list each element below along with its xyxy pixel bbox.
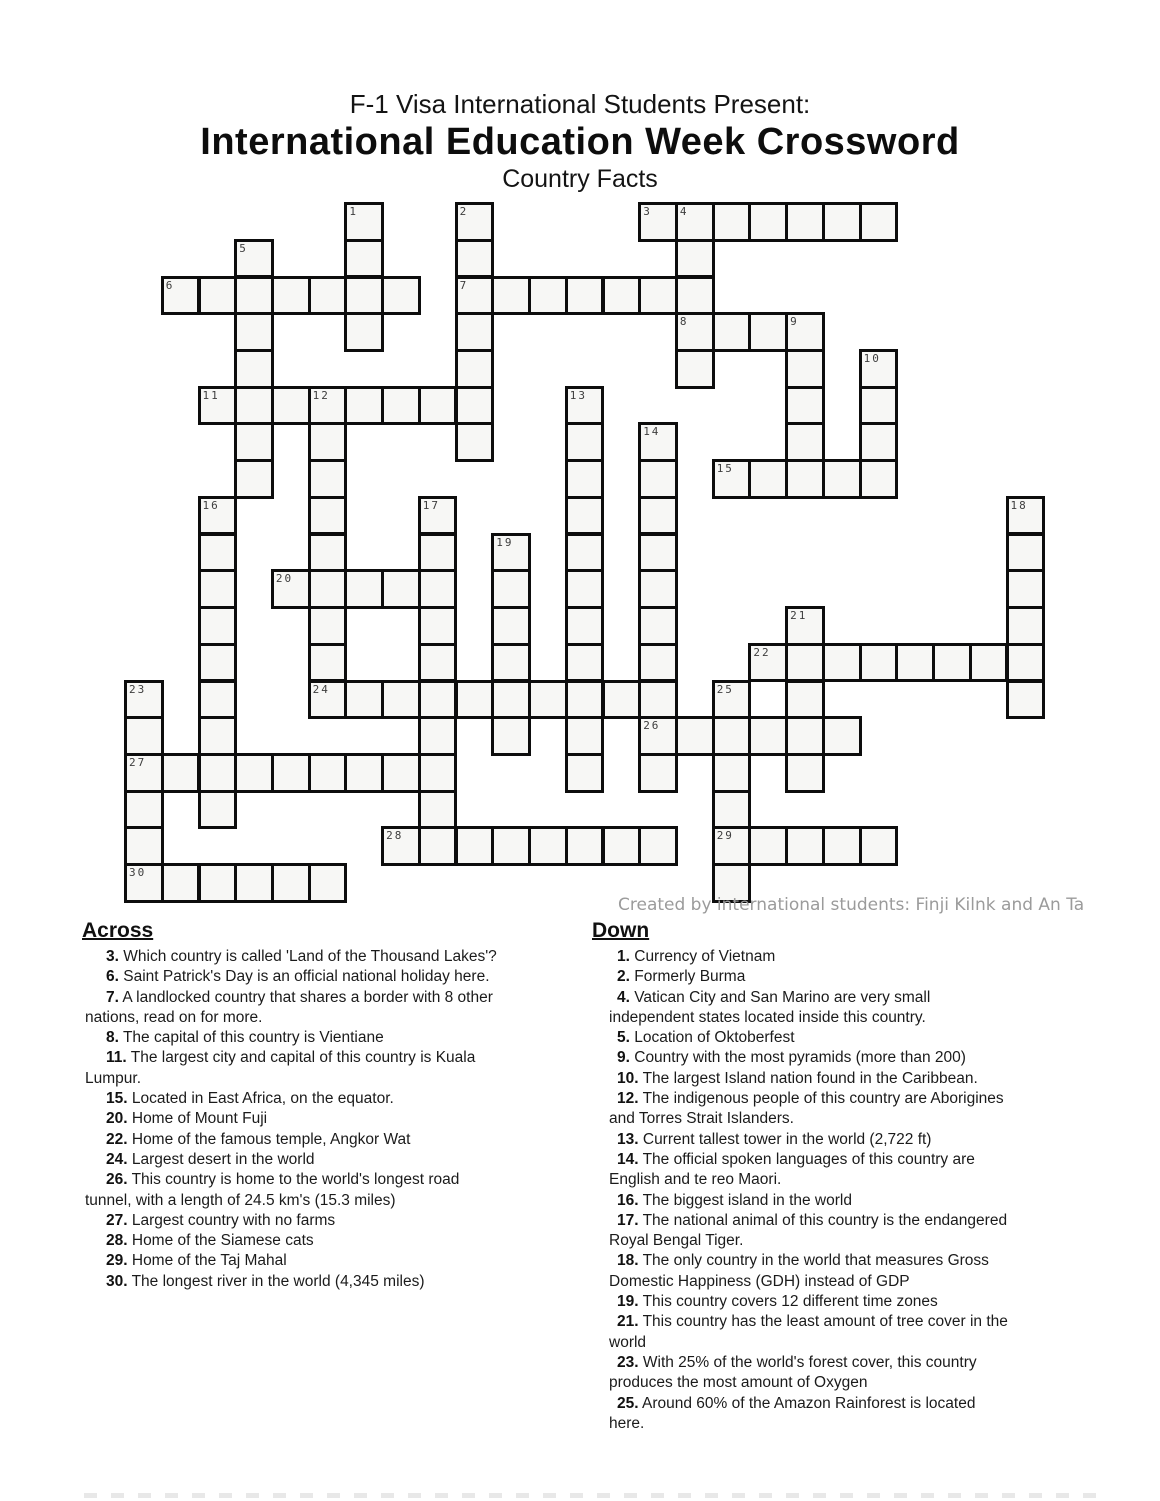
grid-cell[interactable] [124, 863, 164, 903]
grid-cell[interactable] [675, 349, 715, 389]
cell-number: 27 [129, 755, 147, 769]
grid-cell[interactable] [638, 826, 678, 866]
cell-number: 3 [643, 205, 652, 218]
grid-cell[interactable] [418, 680, 458, 720]
clue-number: 10. [617, 1069, 639, 1087]
clue-item: 7. A landlocked country that shares a border with 8 other nations, read on for more. [85, 988, 493, 1026]
clue-number: 7. [106, 988, 119, 1006]
clue-number: 29. [106, 1252, 128, 1270]
grid-cell[interactable] [308, 680, 348, 720]
grid-cell[interactable] [234, 349, 274, 389]
grid-cell[interactable] [491, 643, 531, 683]
cell-number: 20 [275, 572, 294, 586]
grid-cell[interactable] [198, 606, 238, 646]
grid-cell[interactable] [1006, 643, 1046, 683]
grid-cell[interactable] [528, 826, 568, 866]
grid-cell[interactable] [455, 276, 495, 316]
grid-cell[interactable] [565, 680, 605, 720]
grid-cell[interactable] [859, 643, 899, 683]
cell-number: 15 [716, 462, 734, 476]
grid-cell[interactable] [638, 569, 678, 609]
grid-cell[interactable] [491, 569, 531, 609]
grid-cell[interactable] [161, 863, 201, 903]
grid-cell[interactable] [455, 826, 495, 866]
clue-number: 15. [106, 1090, 128, 1108]
clue-item: 17. The national animal of this country is the endangered Royal Bengal Tiger. [609, 1211, 1008, 1250]
grid-cell[interactable] [124, 753, 164, 793]
grid-cell[interactable] [602, 276, 642, 316]
grid-cell[interactable] [565, 496, 605, 536]
clue-number: 14. [617, 1150, 639, 1168]
grid-cell[interactable] [638, 276, 678, 316]
grid-cell[interactable] [198, 716, 238, 756]
grid-cell[interactable] [712, 716, 752, 756]
grid-cell[interactable] [344, 239, 384, 279]
grid-cell[interactable] [344, 202, 384, 242]
grid-cell[interactable] [455, 680, 495, 720]
credit-line: Created by international students: Finji Kilnk and An Ta [618, 895, 1085, 915]
grid-cell[interactable] [712, 826, 752, 866]
clue-item: 4. Vatican City and San Marino are very small independent states located inside this country. [609, 988, 931, 1026]
grid-cell[interactable] [1006, 533, 1046, 573]
grid-cell[interactable] [969, 643, 1009, 683]
clue-number: 30. [106, 1272, 128, 1290]
grid-cell[interactable] [748, 459, 788, 499]
grid-cell[interactable] [234, 753, 274, 793]
grid-cell[interactable] [822, 643, 862, 683]
across-clues-section [82, 919, 574, 1292]
grid-cell[interactable] [785, 422, 825, 462]
grid-cell[interactable] [785, 643, 825, 683]
clue-item: 12. The indigenous people of this country are Aborigines and Torres Strait Islanders. [609, 1090, 1004, 1128]
grid-cell[interactable] [748, 202, 788, 242]
clue-number: 13. [617, 1130, 639, 1148]
grid-cell[interactable] [308, 459, 348, 499]
grid-cell[interactable] [418, 606, 458, 646]
grid-cell[interactable] [418, 716, 458, 756]
clue-number: 22. [106, 1130, 128, 1148]
grid-cell[interactable] [308, 643, 348, 683]
grid-cell[interactable] [602, 680, 642, 720]
clue-item: 6. Saint Patrick's Day is an official national holiday here. [106, 968, 490, 986]
clue-item: 16. The biggest island in the world [617, 1191, 852, 1209]
grid-cell[interactable] [638, 643, 678, 683]
grid-cell[interactable] [859, 349, 899, 389]
grid-cell[interactable] [271, 753, 311, 793]
grid-cell[interactable] [491, 716, 531, 756]
grid-cell[interactable] [638, 753, 678, 793]
clue-item: 14. The official spoken languages of this country are English and te reo Maori. [609, 1150, 975, 1189]
grid-cell[interactable] [638, 716, 678, 756]
grid-cell[interactable] [234, 459, 274, 499]
grid-cell[interactable] [785, 202, 825, 242]
title-block [0, 88, 1160, 195]
cell-number: 29 [716, 829, 734, 843]
clue-item: 1. Currency of Vietnam [617, 948, 776, 965]
cell-number: 6 [165, 278, 175, 292]
grid-cell[interactable] [381, 569, 421, 609]
cell-number: 4 [679, 205, 689, 218]
clue-number: 27. [106, 1211, 128, 1229]
clue-number: 20. [106, 1110, 128, 1128]
page-title: International Education Week Crossword [200, 121, 960, 163]
clue-number: 24. [106, 1150, 128, 1168]
cell-number: 11 [202, 388, 220, 402]
clue-item: 29. Home of the Taj Mahal [106, 1252, 287, 1270]
grid-cell[interactable] [491, 606, 531, 646]
cell-number: 16 [202, 498, 220, 512]
grid-cell[interactable] [822, 202, 862, 242]
grid-cell[interactable] [859, 386, 899, 426]
clue-item: 22. Home of the famous temple, Angkor Wat [106, 1130, 411, 1148]
grid-cell[interactable] [124, 680, 164, 720]
grid-cell[interactable] [491, 276, 531, 316]
grid-cell[interactable] [565, 826, 605, 866]
clue-item: 25. Around 60% of the Amazon Rainforest is located here. [609, 1394, 976, 1432]
cell-number: 10 [863, 351, 881, 365]
clue-item: 28. Home of the Siamese cats [106, 1232, 314, 1250]
grid-cell[interactable] [198, 533, 238, 573]
clue-number: 19. [617, 1293, 639, 1311]
grid-cell[interactable] [308, 386, 348, 426]
grid-cell[interactable] [344, 680, 384, 720]
clue-item: 23. With 25% of the world's forest cover, this country produces the most amount of Oxygen [609, 1353, 977, 1392]
cell-number: 25 [716, 682, 734, 696]
grid-cell[interactable] [124, 790, 164, 830]
grid-cell[interactable] [455, 349, 495, 389]
grid-cell[interactable] [381, 826, 421, 866]
grid-cell[interactable] [455, 239, 495, 279]
clue-number: 4. [617, 988, 630, 1006]
grid-cell[interactable] [344, 276, 384, 316]
cell-number: 30 [129, 866, 147, 880]
across-header: Across [82, 919, 154, 942]
cell-number: 9 [790, 315, 799, 329]
grid-cell[interactable] [785, 459, 825, 499]
grid-cell[interactable] [859, 826, 899, 866]
grid-cell[interactable] [675, 716, 715, 756]
grid-cell[interactable] [565, 643, 605, 683]
grid-cell[interactable] [418, 386, 458, 426]
grid-cell[interactable] [308, 606, 348, 646]
cell-number: 13 [569, 388, 588, 402]
grid-cell[interactable] [344, 312, 384, 352]
grid-cell[interactable] [234, 276, 274, 316]
grid-cell[interactable] [565, 606, 605, 646]
grid-cell[interactable] [638, 202, 678, 242]
cell-number: 28 [386, 829, 404, 843]
grid-cell[interactable] [822, 459, 862, 499]
clue-item: 8. The capital of this country is Vientiane [106, 1029, 384, 1047]
grid-cell[interactable] [565, 533, 605, 573]
down-header: Down [592, 919, 650, 942]
clue-item: 15. Located in East Africa, on the equator. [106, 1090, 394, 1108]
grid-cell[interactable] [198, 753, 238, 793]
grid-cell[interactable] [271, 863, 311, 903]
grid-cell[interactable] [675, 239, 715, 279]
grid-cell[interactable] [785, 680, 825, 720]
clue-number: 6. [106, 968, 119, 986]
grid-cell[interactable] [234, 386, 274, 426]
cell-number: 26 [643, 719, 661, 733]
grid-cell[interactable] [308, 533, 348, 573]
grid-cell[interactable] [528, 276, 568, 316]
grid-cell[interactable] [198, 680, 238, 720]
grid-cell[interactable] [859, 202, 899, 242]
grid-cell[interactable] [418, 826, 458, 866]
grid-cell[interactable] [785, 606, 825, 646]
grid-cell[interactable] [234, 312, 274, 352]
grid-cell[interactable] [785, 716, 825, 756]
grid-cell[interactable] [491, 826, 531, 866]
grid-cell[interactable] [932, 643, 972, 683]
grid-cell[interactable] [308, 422, 348, 462]
grid-cell[interactable] [418, 753, 458, 793]
across-clue-list [82, 947, 574, 1292]
clue-item: 18. The only country in the world that measures Gross Domestic Happiness (GDH) instead of GDP [609, 1252, 989, 1290]
grid-cell[interactable] [491, 680, 531, 720]
cell-number: 24 [312, 682, 330, 696]
grid-cell[interactable] [308, 276, 348, 316]
grid-cell[interactable] [638, 606, 678, 646]
grid-cell[interactable] [638, 422, 678, 462]
cell-number: 5 [239, 241, 248, 255]
grid-cell[interactable] [198, 496, 238, 536]
grid-cell[interactable] [234, 863, 274, 903]
clue-number: 9. [617, 1049, 630, 1067]
grid-cell[interactable] [565, 716, 605, 756]
grid-cell[interactable] [418, 643, 458, 683]
clue-number: 5. [617, 1029, 630, 1047]
cell-number: 17 [422, 498, 441, 512]
grid-cell[interactable] [785, 826, 825, 866]
grid-cell[interactable] [528, 680, 568, 720]
grid-cell[interactable] [638, 496, 678, 536]
grid-cell[interactable] [308, 569, 348, 609]
grid-cell[interactable] [712, 202, 752, 242]
grid-cell[interactable] [565, 459, 605, 499]
grid-cell[interactable] [418, 496, 458, 536]
grid-cell[interactable] [271, 386, 311, 426]
grid-cell[interactable] [785, 386, 825, 426]
grid-cell[interactable] [198, 790, 238, 830]
grid-cell[interactable] [1006, 606, 1046, 646]
clue-item: 13. Current tallest tower in the world (2,722 ft) [617, 1130, 932, 1148]
page-edge-artifact [84, 1493, 1104, 1498]
grid-cell[interactable] [785, 753, 825, 793]
cell-number: 21 [790, 609, 808, 622]
grid-cell[interactable] [455, 386, 495, 426]
grid-cell[interactable] [308, 753, 348, 793]
grid-cell[interactable] [271, 276, 311, 316]
clue-item: 30. The longest river in the world (4,345 miles) [106, 1272, 425, 1290]
clue-number: 25. [617, 1394, 639, 1412]
grid-cell[interactable] [638, 533, 678, 573]
grid-cell[interactable] [565, 386, 605, 426]
grid-cell[interactable] [234, 422, 274, 462]
grid-cell[interactable] [712, 459, 752, 499]
grid-cell[interactable] [1006, 496, 1046, 536]
grid-cell[interactable] [748, 826, 788, 866]
clue-item: 11. The largest city and capital of this country is Kuala Lumpur. [85, 1049, 476, 1087]
clue-item: 27. Largest country with no farms [106, 1211, 336, 1229]
down-clues-section [592, 919, 1112, 1434]
cell-number: 18 [1010, 498, 1028, 512]
cell-number: 8 [679, 315, 689, 329]
grid-cell[interactable] [418, 569, 458, 609]
grid-cell[interactable] [198, 863, 238, 903]
cell-number: 7 [459, 278, 469, 292]
grid-cell[interactable] [822, 716, 862, 756]
grid-cell[interactable] [161, 276, 201, 316]
grid-cell[interactable] [198, 643, 238, 683]
clue-item: 21. This country has the least amount of tree cover in the world [609, 1313, 1008, 1351]
cell-number: 14 [643, 425, 661, 439]
clue-number: 21. [617, 1313, 639, 1331]
down-clue-list [592, 947, 1112, 1434]
cell-number: 23 [129, 682, 147, 696]
clue-number: 11. [106, 1049, 127, 1067]
clue-number: 16. [617, 1191, 639, 1209]
grid-cell[interactable] [785, 349, 825, 389]
cell-number: 22 [753, 645, 771, 659]
grid-cell[interactable] [198, 386, 238, 426]
clue-item: 24. Largest desert in the world [106, 1150, 315, 1168]
grid-cell[interactable] [344, 386, 384, 426]
grid-cell[interactable] [895, 643, 935, 683]
grid-cell[interactable] [602, 826, 642, 866]
grid-cell[interactable] [491, 533, 531, 573]
grid-cell[interactable] [418, 533, 458, 573]
grid-cell[interactable] [712, 680, 752, 720]
clue-item: 9. Country with the most pyramids (more than 200) [617, 1049, 966, 1067]
grid-cell[interactable] [565, 422, 605, 462]
grid-cell[interactable] [748, 716, 788, 756]
grid-cell[interactable] [712, 790, 752, 830]
grid-cell[interactable] [675, 276, 715, 316]
clue-item: 3. Which country is called 'Land of the Thousand Lakes'? [106, 948, 497, 965]
clue-number: 17. [617, 1211, 639, 1229]
clue-item: 10. The largest Island nation found in the Caribbean. [617, 1069, 978, 1087]
grid-cell[interactable] [785, 312, 825, 352]
grid-cell[interactable] [234, 239, 274, 279]
clue-item: 19. This country covers 12 different time zones [617, 1293, 938, 1311]
clue-number: 3. [106, 948, 119, 965]
crossword-grid [124, 202, 1049, 907]
grid-cell[interactable] [198, 569, 238, 609]
clue-number: 28. [106, 1232, 128, 1250]
title-kicker: F-1 Visa International Students Present: [349, 89, 811, 119]
grid-cell[interactable] [271, 569, 311, 609]
grid-cell[interactable] [859, 422, 899, 462]
clue-number: 18. [617, 1252, 639, 1270]
grid-cell[interactable] [344, 753, 384, 793]
grid-cell[interactable] [308, 863, 348, 903]
clue-number: 12. [617, 1090, 639, 1108]
grid-cell[interactable] [124, 826, 164, 866]
grid-cell[interactable] [565, 276, 605, 316]
clue-number: 1. [617, 948, 630, 965]
grid-cell[interactable] [565, 569, 605, 609]
title-subtitle: Country Facts [502, 165, 658, 193]
clue-number: 8. [106, 1029, 119, 1047]
cell-number: 12 [312, 388, 330, 402]
grid-cell[interactable] [1006, 569, 1046, 609]
cell-number: 2 [459, 205, 469, 218]
grid-cell[interactable] [675, 312, 715, 352]
clue-number: 23. [617, 1353, 639, 1371]
grid-cell[interactable] [748, 643, 788, 683]
grid-cell[interactable] [565, 753, 605, 793]
grid-cell[interactable] [381, 386, 421, 426]
clue-item: 20. Home of Mount Fuji [106, 1110, 268, 1128]
grid-cell[interactable] [859, 459, 899, 499]
grid-cell[interactable] [712, 312, 752, 352]
cell-number: 19 [496, 535, 514, 549]
grid-cell[interactable] [638, 680, 678, 720]
cell-number: 1 [349, 205, 359, 218]
grid-cell[interactable] [712, 753, 752, 793]
grid-cell[interactable] [418, 790, 458, 830]
grid-cell[interactable] [748, 312, 788, 352]
clue-item: 2. Formerly Burma [617, 968, 746, 986]
clue-item: 26. This country is home to the world's longest road tunnel, with a length of 24.5 km's (15.3 miles) [85, 1171, 460, 1209]
grid-cell[interactable] [381, 680, 421, 720]
grid-cell[interactable] [161, 753, 201, 793]
grid-cell[interactable] [455, 312, 495, 352]
grid-cell[interactable] [455, 422, 495, 462]
grid-cell[interactable] [675, 202, 715, 242]
clue-item: 5. Location of Oktoberfest [617, 1029, 795, 1047]
clue-number: 26. [106, 1171, 128, 1189]
grid-cell[interactable] [381, 276, 421, 316]
grid-cell[interactable] [455, 202, 495, 242]
grid-cell[interactable] [308, 496, 348, 536]
grid-cell[interactable] [638, 459, 678, 499]
grid-cell[interactable] [124, 716, 164, 756]
grid-cell[interactable] [381, 753, 421, 793]
grid-cell[interactable] [822, 826, 862, 866]
grid-cell[interactable] [198, 276, 238, 316]
grid-cell[interactable] [344, 569, 384, 609]
clue-number: 2. [617, 968, 630, 986]
grid-cell[interactable] [1006, 680, 1046, 720]
